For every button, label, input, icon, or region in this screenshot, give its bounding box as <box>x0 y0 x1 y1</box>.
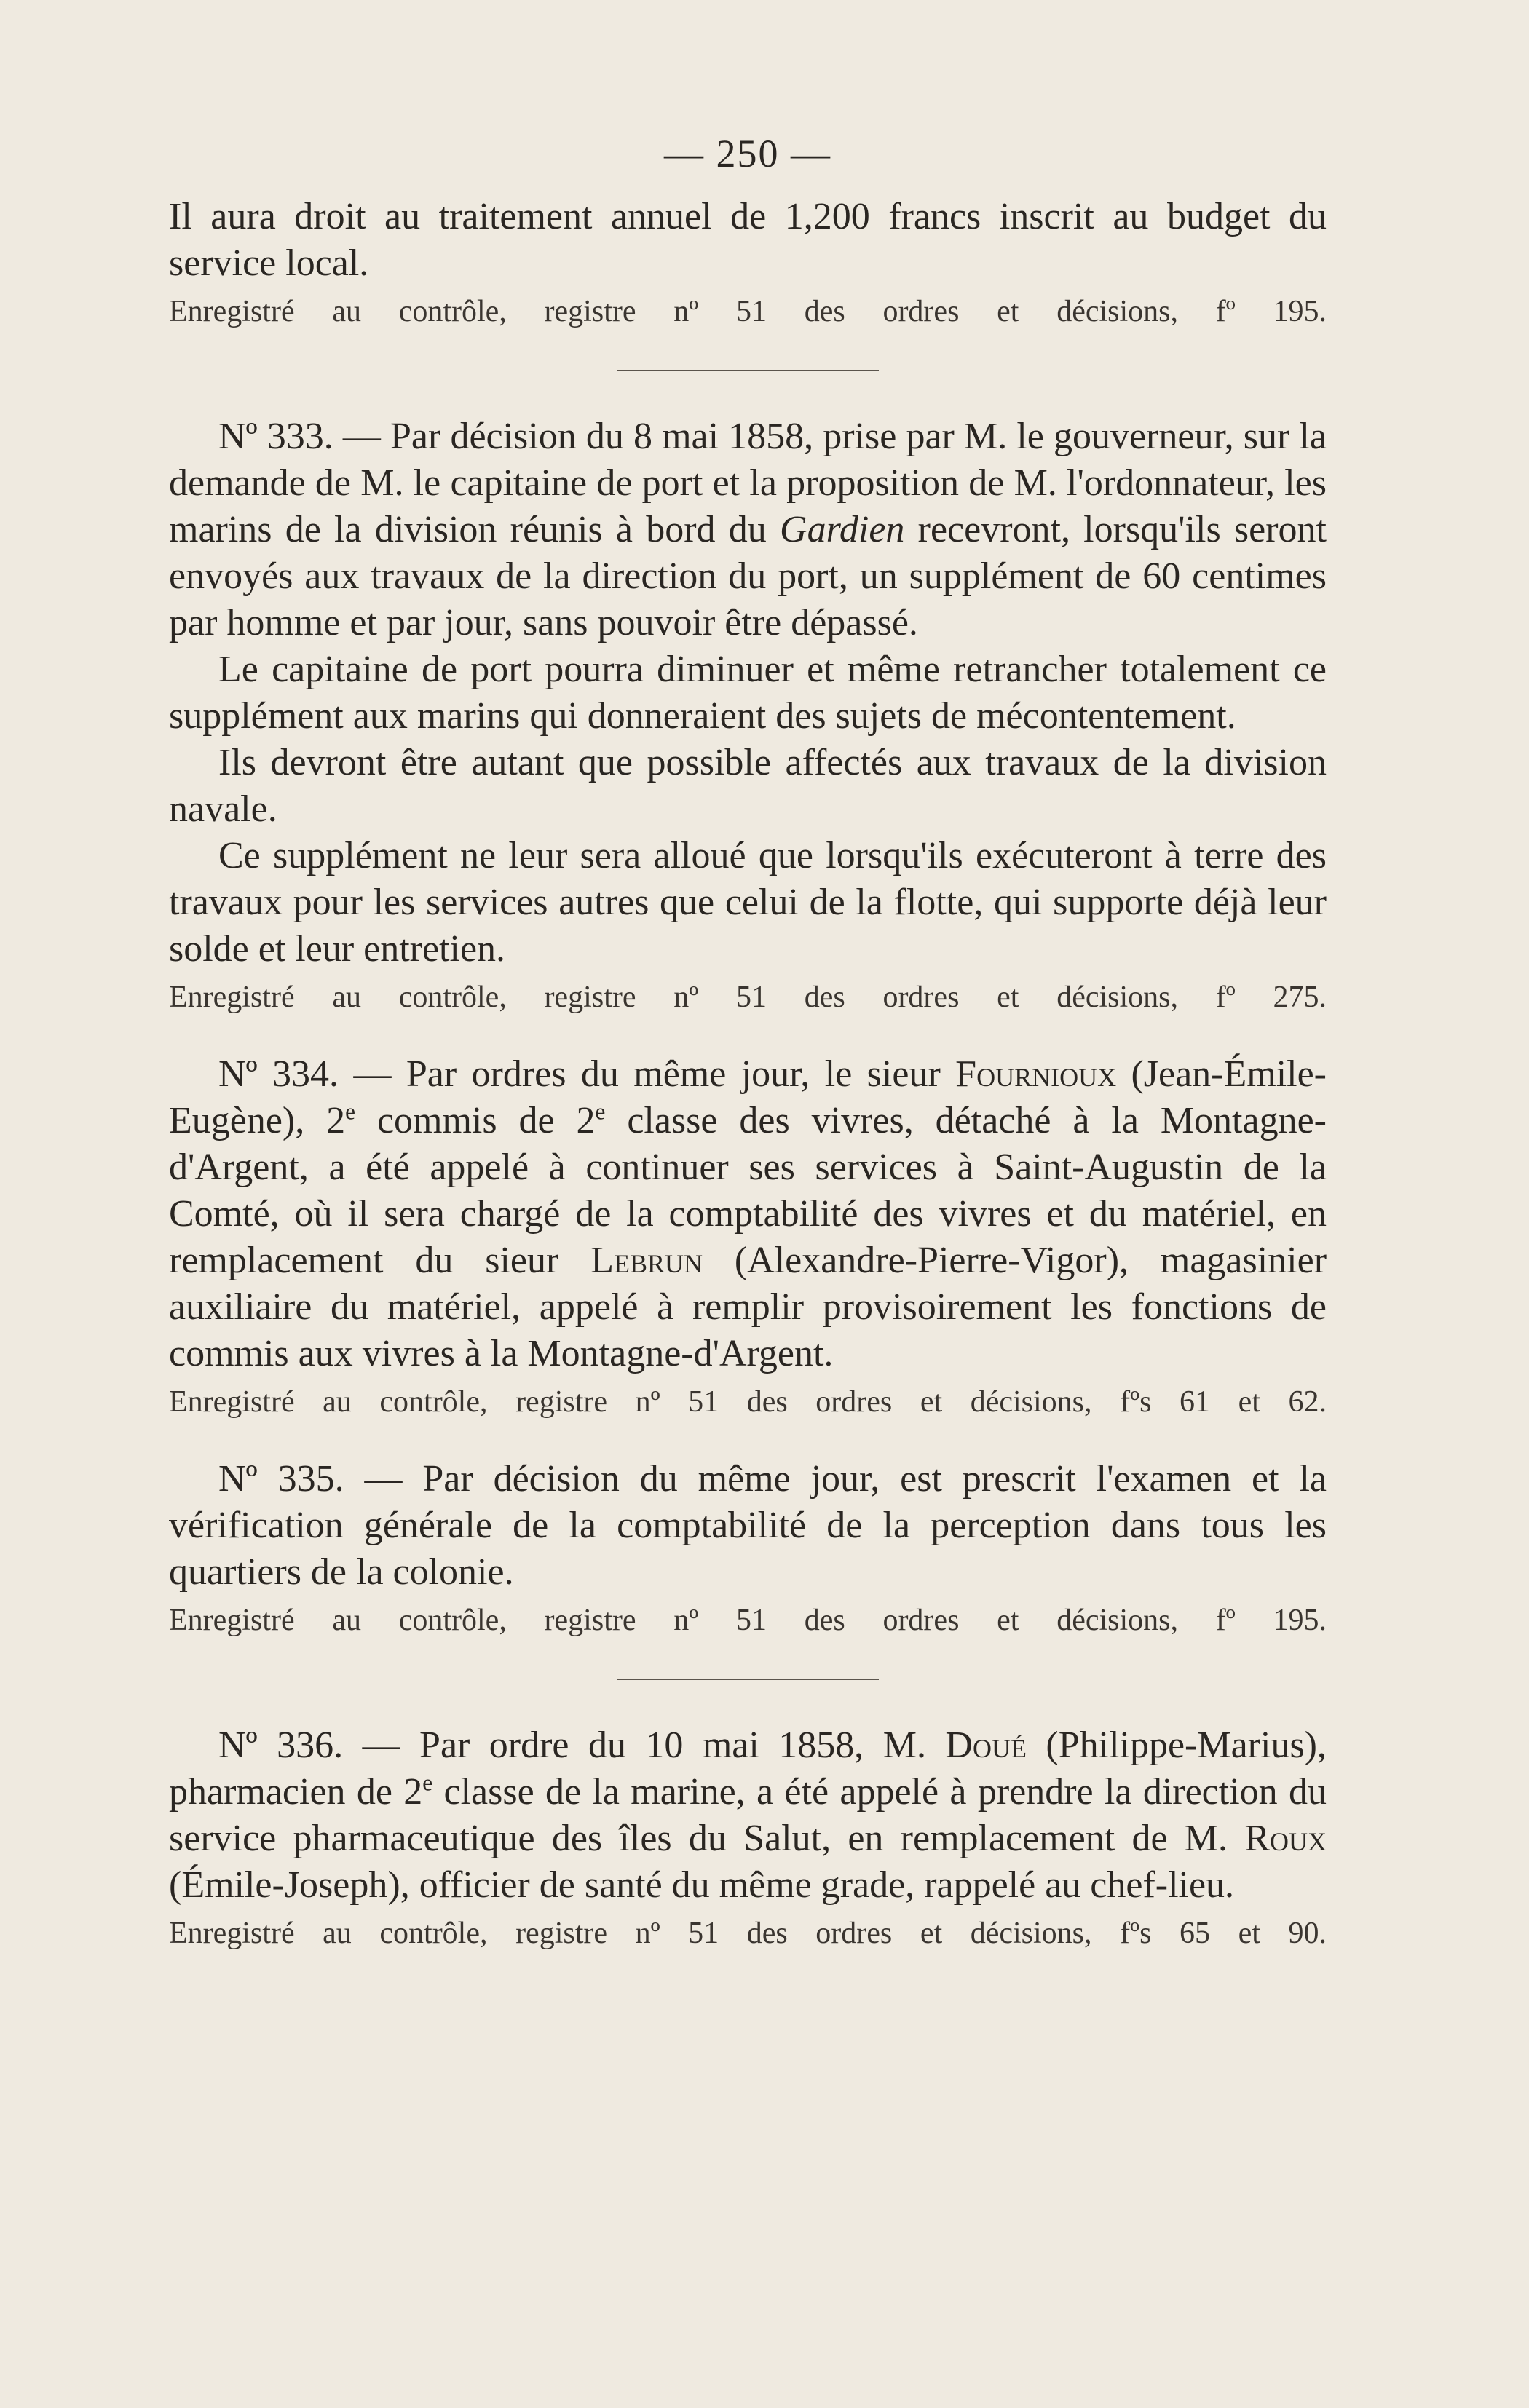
entry-334-text-e: (Alexandre-Pierre-Vigor), magasinier auxiliaire du matériel, appelé à remplir provisoirement les fonctions de commis aux vivres à la Montagne-d'Argent. <box>169 1240 1327 1374</box>
ordinal-number: 2 <box>576 1100 596 1141</box>
ship-name: Gardien <box>780 509 905 550</box>
entry-336-text-c: classe de la marine, a été appelé à prendre la direction du service pharmaceutique des îles du Salut, en remplacement de M. <box>169 1771 1327 1859</box>
person-name-doue: Doué <box>945 1724 1027 1766</box>
ordinal-suffix: e <box>345 1098 356 1125</box>
entry-333 <box>169 413 1327 1018</box>
ordinal-suffix: e <box>422 1770 433 1796</box>
entry-333-text-a: Nº 333. — Par décision du 8 mai 1858, prise par M. le gouverneur, sur la demande de M. le capitaine de port et la proposition de M. l'ordonnateur, les marins de la division réunis à bord du <box>169 416 1327 550</box>
section-divider <box>617 370 879 371</box>
spacer <box>169 1422 1327 1456</box>
entry-334 <box>169 1051 1327 1422</box>
entry-336-registration: Enregistré au contrôle, registre nº 51 des ordres et décisions, fºs 65 et 90. <box>169 1917 1327 1950</box>
entry-333-registration: Enregistré au contrôle, registre nº 51 des ordres et décisions, fº 275. <box>169 981 1327 1014</box>
entry-333-paragraph-4: Ce supplément ne leur sera alloué que lorsqu'ils exécuteront à terre des travaux pour les services autres que celui de la flotte, qui supporte déjà leur solde et leur entretien. <box>169 835 1327 970</box>
entry-334-text-b: (Jean-Émile-Eugène), <box>169 1053 1327 1141</box>
entry-334-registration: Enregistré au contrôle, registre nº 51 des ordres et décisions, fºs 61 et 62. <box>169 1385 1327 1419</box>
entry-335 <box>169 1456 1327 1641</box>
ordinal-number: 2 <box>403 1771 423 1813</box>
entry-333-text-b: recevront, lorsqu'ils seront envoyés aux travaux de la direction du port, un supplément de 60 centimes par homme et par jour, sans pouvoir être dépassé. <box>169 509 1327 643</box>
entry-334-text-c: commis de <box>355 1100 577 1141</box>
page-number: — 250 — <box>664 132 831 175</box>
entry-336-text-b: (Philippe-Marius), pharmacien de <box>169 1724 1327 1813</box>
entry-334-paragraph <box>169 1051 1327 1377</box>
entry-334-text-d: classe des vivres, détaché à la Montagne-d'Argent, a été appelé à continuer ses services à Saint-Augustin de la Comté, où il sera chargé de la comptabilité des vivres et du matériel, en remplacement du sieur <box>169 1100 1327 1281</box>
entry-336-paragraph <box>169 1722 1327 1909</box>
entry-335-paragraph: Nº 335. — Par décision du même jour, est prescrit l'examen et la vérification générale de la comptabilité de la perception dans tous les quartiers de la colonie. <box>169 1458 1327 1593</box>
person-name-fourniоux: Fourniоux <box>955 1053 1117 1095</box>
entry-335-registration: Enregistré au contrôle, registre nº 51 des ordres et décisions, fº 195. <box>169 1604 1327 1637</box>
entry-333-paragraph-1 <box>169 413 1327 646</box>
entry-334-text-a: Nº 334. — Par ordres du même jour, le sieur <box>218 1053 956 1095</box>
entry-333-paragraph-2: Le capitaine de port pourra diminuer et même retrancher totalement ce supplément aux marins qui donneraient des sujets de mécontentement. <box>169 649 1327 737</box>
entry-336 <box>169 1722 1327 1954</box>
ordinal-number: 2 <box>326 1100 346 1141</box>
person-name-roux: Roux <box>1244 1818 1327 1859</box>
entry-336-text-d: (Émile-Joseph), officier de santé du même grade, rappelé au chef-lieu. <box>169 1864 1235 1906</box>
person-name-lebrun: Lebrun <box>590 1240 703 1281</box>
intro-registration: Enregistré au contrôle, registre nº 51 des ordres et décisions, fº 195. <box>169 295 1327 328</box>
spacer <box>169 1018 1327 1051</box>
ordinal-suffix: e <box>595 1098 606 1125</box>
section-divider <box>617 1679 879 1680</box>
document-page <box>169 131 1327 1954</box>
entry-336-text-a: Nº 336. — Par ordre du 10 mai 1858, M. <box>218 1724 946 1766</box>
entry-333-paragraph-3: Ils devront être autant que possible affectés aux travaux de la division navale. <box>169 742 1327 830</box>
intro-paragraph: Il aura droit au traitement annuel de 1,200 francs inscrit au budget du service local. <box>169 196 1327 284</box>
